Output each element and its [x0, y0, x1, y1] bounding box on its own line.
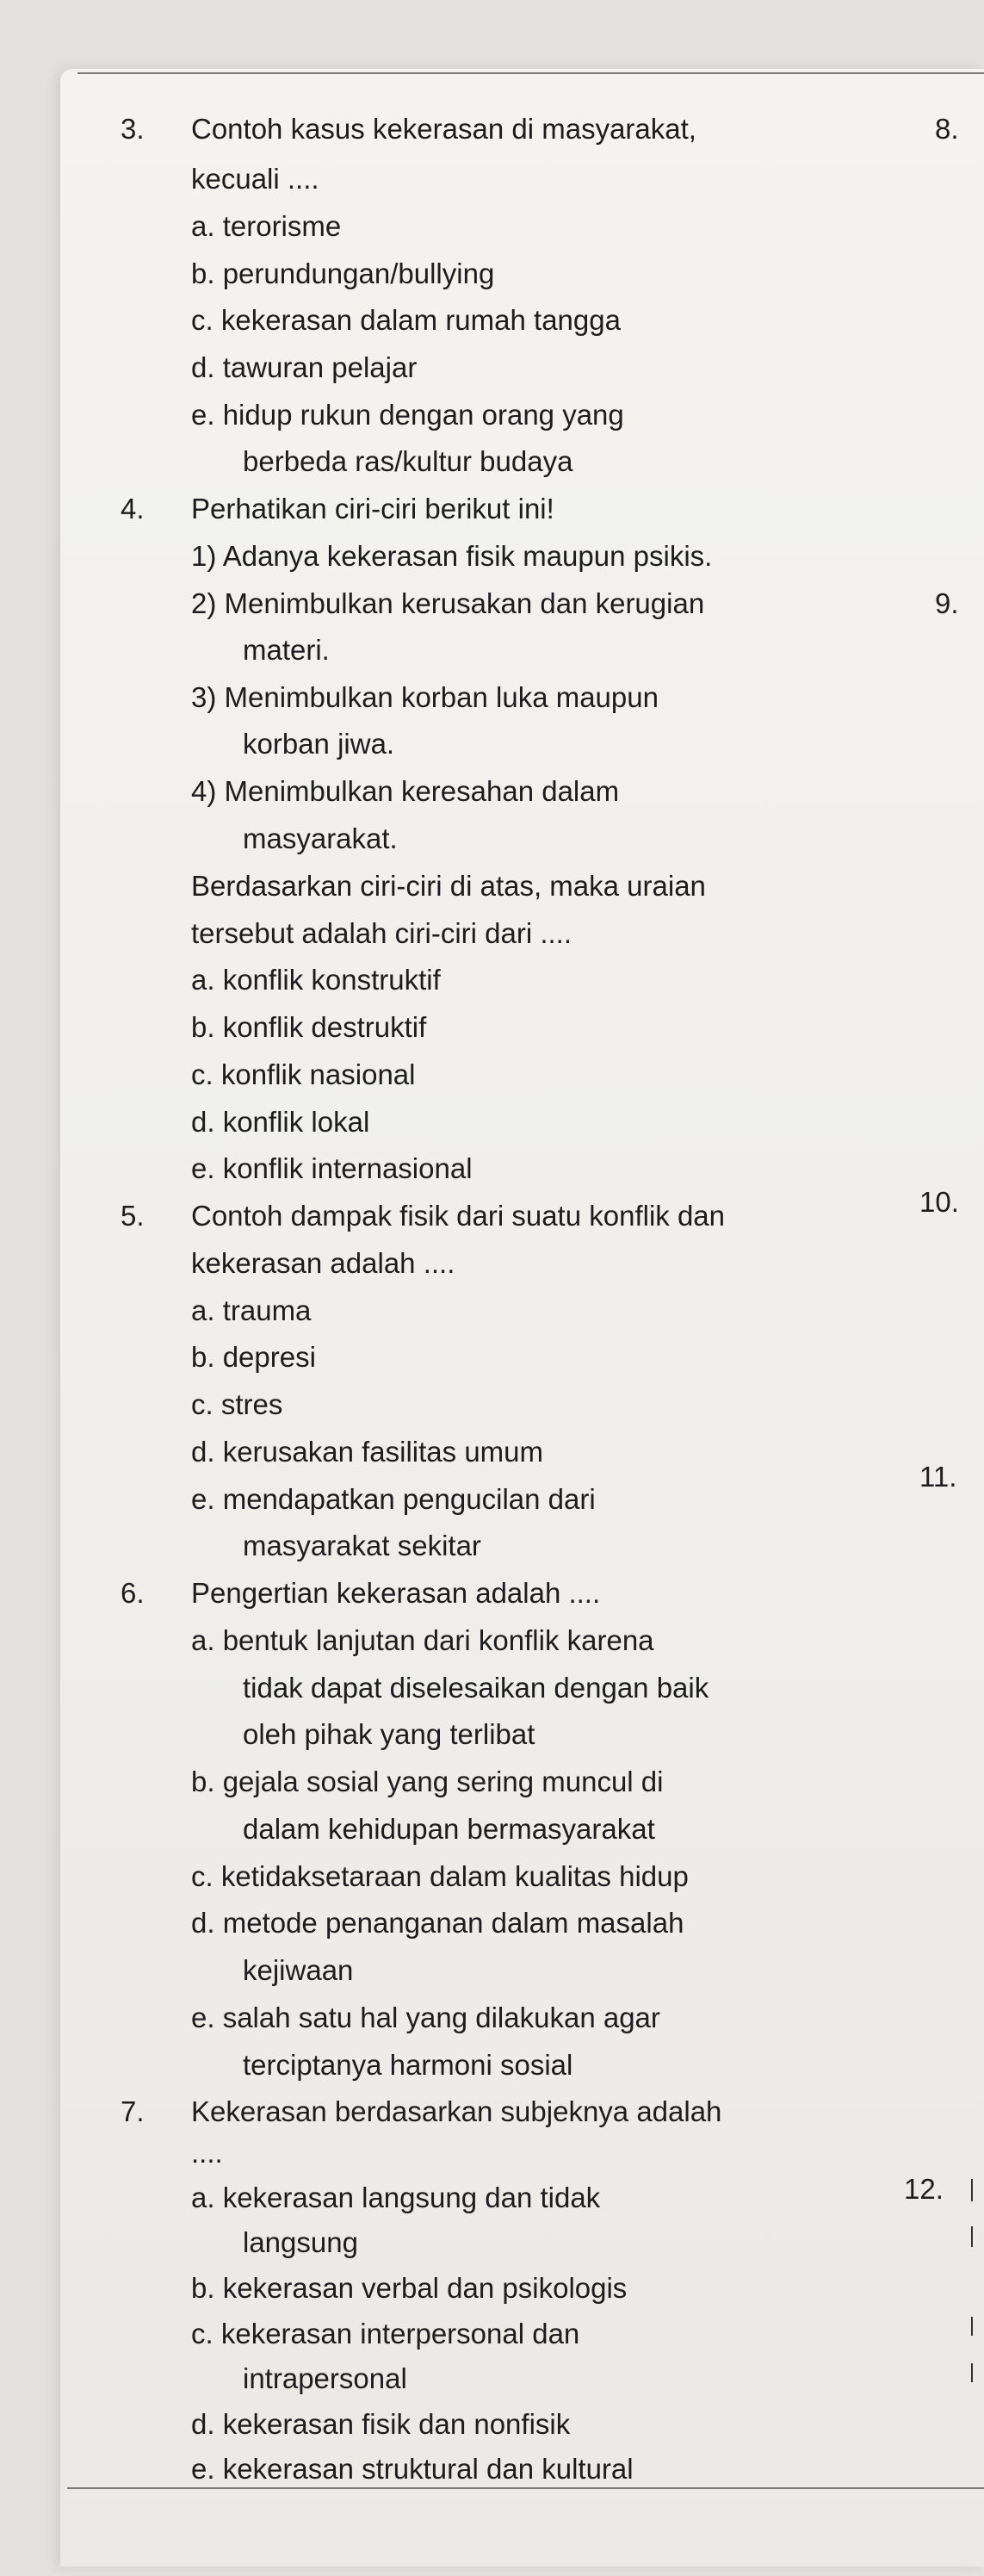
q5-stem-line-2: kekerasan adalah ....	[191, 1247, 455, 1279]
q7-option-b: b. kekerasan verbal dan psikologis	[191, 2272, 628, 2304]
q3-option-a: a. terorisme	[191, 210, 342, 242]
q6-option-a-cont-1: tidak dapat diselesaikan dengan baik	[243, 1672, 709, 1704]
q6-option-c: c. ketidaksetaraan dalam kualitas hidup	[191, 1860, 689, 1892]
q3-option-e-cont: berbeda ras/kultur budaya	[243, 445, 573, 477]
q4-item-4: 4) Menimbulkan keresahan dalam	[191, 775, 620, 807]
q4-item-1: 1) Adanya kekerasan fisik maupun psikis.	[191, 540, 713, 572]
q7-option-d: d. kekerasan fisik dan nonfisik	[191, 2408, 571, 2440]
q4-followup-1: Berdasarkan ciri-ciri di atas, maka uraian	[191, 870, 706, 902]
side-number-8: 8.	[935, 113, 959, 145]
q6-option-d-cont: kejiwaan	[243, 1954, 354, 1986]
edge-fragment	[971, 2363, 973, 2382]
q3-stem-text-1: Contoh kasus kekerasan di masyarakat,	[191, 113, 696, 145]
side-number-10: 10.	[919, 1186, 959, 1218]
q5-option-c: c. stres	[191, 1388, 283, 1420]
q4-item-2-cont: materi.	[243, 634, 330, 666]
q7-stem-line-2: ....	[191, 2137, 223, 2169]
top-rule	[77, 72, 984, 74]
q6-option-d: d. metode penanganan dalam masalah	[191, 1907, 684, 1939]
q4-option-b: b. konflik destruktif	[191, 1011, 427, 1043]
q4-followup-2: tersebut adalah ciri-ciri dari ....	[191, 917, 572, 949]
q6-number: 6.	[121, 1577, 145, 1609]
q3-number: 3.	[121, 113, 145, 145]
q4-number: 4.	[121, 493, 145, 525]
q7-option-a: a. kekerasan langsung dan tidak	[191, 2182, 601, 2213]
side-number-12: 12.	[904, 2173, 944, 2205]
q6-option-b-cont: dalam kehidupan bermasyarakat	[243, 1813, 655, 1845]
q5-option-d: d. kerusakan fasilitas umum	[191, 1436, 544, 1468]
q4-item-2: 2) Menimbulkan kerusakan dan kerugian	[191, 587, 705, 619]
q6-stem-line-1: 6. Pengertian kekerasan adalah ....	[121, 1577, 601, 1609]
edge-fragment	[971, 2226, 973, 2247]
q6-option-a: a. bentuk lanjutan dari konflik karena	[191, 1624, 654, 1656]
q7-option-c-cont: intrapersonal	[243, 2362, 407, 2394]
q7-number: 7.	[121, 2095, 145, 2127]
side-number-9: 9.	[935, 587, 959, 619]
q3-stem-line-2: kecuali ....	[191, 163, 319, 195]
q7-option-a-cont: langsung	[243, 2226, 358, 2258]
q6-option-a-cont-2: oleh pihak yang terlibat	[243, 1718, 535, 1750]
q5-number: 5.	[121, 1200, 145, 1232]
q4-option-e: e. konflik internasional	[191, 1152, 473, 1184]
q7-stem-line-1: 7. Kekerasan berdasarkan subjeknya adalah	[121, 2095, 722, 2127]
q5-option-e: e. mendapatkan pengucilan dari	[191, 1483, 596, 1515]
q3-option-c: c. kekerasan dalam rumah tangga	[191, 304, 621, 336]
q5-option-a: a. trauma	[191, 1294, 312, 1326]
side-number-11: 11.	[919, 1461, 957, 1493]
q4-item-4-cont: masyarakat.	[243, 822, 398, 854]
q3-option-b: b. perundungan/bullying	[191, 258, 495, 289]
q4-option-a: a. konflik konstruktif	[191, 964, 441, 996]
q5-stem-line-1: 5. Contoh dampak fisik dari suatu konflik dan	[121, 1200, 726, 1232]
q7-option-e: e. kekerasan struktural dan kultural	[191, 2453, 634, 2485]
q4-option-d: d. konflik lokal	[191, 1106, 370, 1138]
q6-option-b: b. gejala sosial yang sering muncul di	[191, 1766, 664, 1797]
edge-fragment	[971, 2179, 973, 2201]
q5-option-e-cont: masyarakat sekitar	[243, 1530, 481, 1561]
q7-option-c: c. kekerasan interpersonal dan	[191, 2318, 580, 2349]
q4-option-c: c. konflik nasional	[191, 1058, 416, 1090]
q3-option-e: e. hidup rukun dengan orang yang	[191, 399, 624, 431]
q4-item-3: 3) Menimbulkan korban luka maupun	[191, 681, 659, 713]
q6-option-e: e. salah satu hal yang dilakukan agar	[191, 2002, 660, 2033]
q3-stem-line-1	[121, 112, 913, 146]
q6-option-e-cont: terciptanya harmoni sosial	[243, 2049, 573, 2081]
q3-option-d: d. tawuran pelajar	[191, 351, 418, 383]
edge-fragment	[971, 2317, 973, 2336]
q5-option-b: b. depresi	[191, 1341, 316, 1373]
q4-item-3-cont: korban jiwa.	[243, 728, 395, 760]
q4-stem-line-1: 4. Perhatikan ciri-ciri berikut ini!	[121, 493, 554, 525]
bottom-rule	[67, 2487, 984, 2489]
